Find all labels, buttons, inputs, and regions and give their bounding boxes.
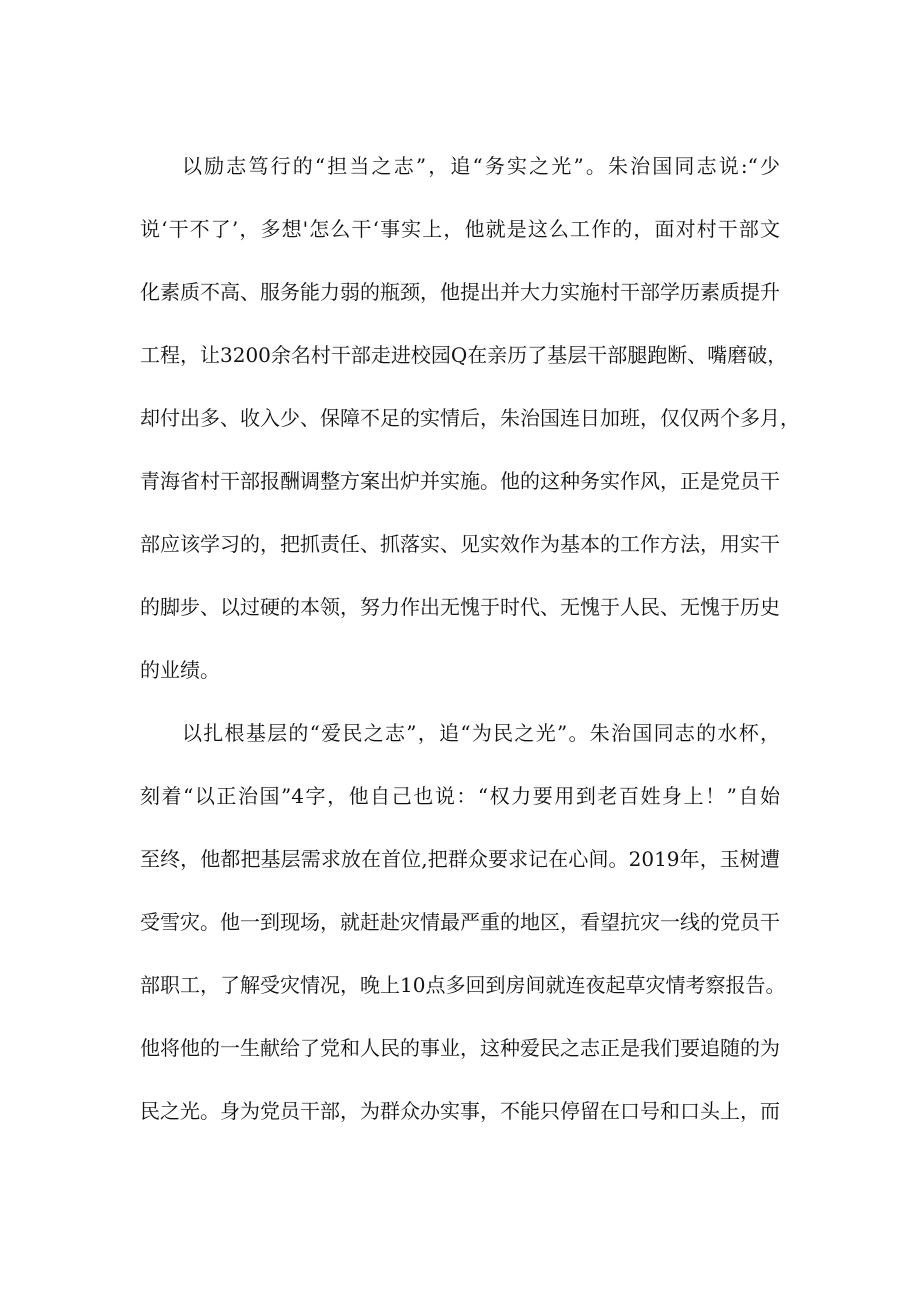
paragraph-1-line-6: 青海省村干部报酬调整方案出炉并实施。他的这种务实作风，正是党员干 (140, 469, 780, 493)
paragraph-1-line-8: 的脚步、以过硬的本领，努力作出无愧于时代、无愧于人民、无愧于历史 (140, 595, 780, 619)
paragraph-2-line-4: 受雪灾。他一到现场，就赶赴灾情最严重的地区，看望抗灾一线的党员干 (140, 910, 780, 934)
paragraph-2-line-3: 至终，他都把基层需求放在首位,把群众要求记在心间。2019年，玉树遭 (140, 847, 780, 871)
paragraph-1-line-5: 却付出多、收入少、保障不足的实情后，朱治国连日加班，仅仅两个多月， (140, 406, 800, 430)
paragraph-1-line-9: 的业绩。 (140, 658, 220, 682)
paragraph-1-line-1: 以励志笃行的“担当之志”，追“务实之光”。朱治国同志说:“少 (182, 154, 780, 178)
paragraph-2-line-6: 他将他的一生献给了党和人民的事业，这种爱民之志正是我们要追随的为 (140, 1036, 780, 1060)
paragraph-2-line-2: 刻着“以正治国”4字，他自己也说：“权力要用到老百姓身上！”自始 (140, 784, 780, 808)
paragraph-2-line-1: 以扎根基层的“爱民之志”，追“为民之光”。朱治国同志的水杯， (182, 721, 780, 745)
paragraph-1-line-7: 部应该学习的，把抓责任、抓落实、见实效作为基本的工作方法，用实干 (140, 532, 780, 556)
paragraph-1-line-3: 化素质不高、服务能力弱的瓶颈，他提出并大力实施村干部学历素质提升 (140, 280, 780, 304)
paragraph-2-line-5: 部职工，了解受灾情况，晚上10点多回到房间就连夜起草灾情考察报告。 (140, 973, 786, 997)
paragraph-1-line-2: 说‘干不了’，多想'怎么干‘事实上，他就是这么工作的，面对村干部文 (140, 217, 780, 241)
paragraph-1-line-4: 工程，让3200余名村干部走进校园Q在亲历了基层干部腿跑断、嘴磨破， (140, 343, 788, 367)
paragraph-2-line-7: 民之光。身为党员干部，为群众办实事，不能只停留在口号和口头上，而 (140, 1099, 780, 1123)
